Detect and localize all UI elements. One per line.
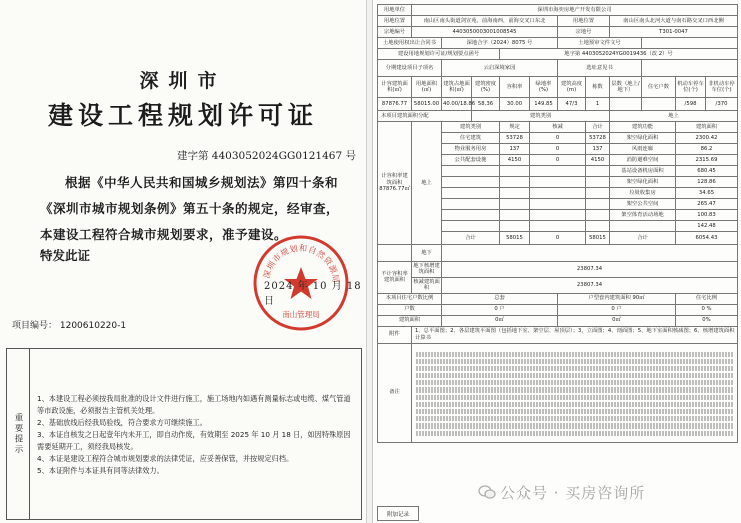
main-header: 用地面积(㎡) (412, 77, 442, 98)
issue-date: 2024 年 10 月 18 日 (264, 281, 362, 307)
area-category: 住宅建筑 (442, 133, 500, 144)
certificate-city: 深圳市 (139, 70, 227, 92)
reduced-area-value: 23807.34 (442, 277, 738, 293)
remarks-text-block (412, 343, 738, 442)
main-value: 47/3 (558, 98, 586, 111)
area-function: 架空公共空间 (610, 199, 676, 210)
above-ground-header: 地上 (610, 111, 738, 122)
area-value: 2315.69 (676, 155, 738, 166)
main-value (610, 98, 642, 111)
certificate-title: 建设工程规划许可证 (47, 101, 318, 130)
main-value: 1 (586, 98, 610, 111)
housing-r2-90: 0㎡ (558, 315, 676, 326)
underground-added-value: 23807.34 (442, 262, 738, 278)
area-value: 34.65 (676, 188, 738, 199)
area-b: 0 (530, 144, 586, 155)
area-c: 4150 (586, 155, 610, 166)
housing-r1-ratio: 0 % (676, 304, 738, 315)
value-parcel-code: 4403050003001008545 (412, 27, 558, 38)
remarks-label: 备注 (378, 343, 412, 442)
below-ground-label: 地下 (412, 245, 442, 262)
main-header: 栋数 (586, 77, 610, 98)
housing-h3: 住宅比例 (676, 293, 738, 304)
housing-r2-ratio: 0% (676, 315, 738, 326)
area-title: 本项目建筑面积分配 (378, 111, 472, 122)
main-value (642, 98, 676, 111)
area-category: 物业服务用房 (442, 144, 500, 155)
certificate-number: 建字第 4403052024GG0121467 号 (176, 150, 356, 162)
area-value: 100.83 (676, 210, 738, 221)
label-land-planning-permit: 建设用地规划许可证/规划要点函号 (378, 49, 500, 60)
area-b: 0 (530, 155, 586, 166)
area-c: 137 (586, 144, 610, 155)
certificate-page (0, 0, 367, 523)
value-land-location-2: 南山区南头北河大道与南石路交叉口西北侧 (610, 16, 738, 27)
label-land-location-2: 用地位置 (558, 16, 610, 27)
main-header: 非机动车停车位(个) (706, 77, 738, 98)
underground-added-label: 地下核增建筑面积 (413, 263, 440, 276)
main-header: 绿地率(%) (530, 77, 558, 98)
area-value: 128.86 (676, 177, 738, 188)
area-header: 建筑功能 (610, 122, 676, 133)
main-header: 建筑占地面积(㎡) (442, 77, 472, 98)
main-value: 149.85 (530, 98, 558, 111)
area-function: 垃圾收集房 (610, 188, 676, 199)
housing-title: 本项目住宅户数比例 (378, 293, 442, 304)
label-land-location: 用地位置 (378, 16, 412, 27)
label-land-contract: 土地使用权出让合同书 (378, 38, 442, 49)
label-parcel-code: 宗地编号 (378, 27, 412, 38)
main-value: 40.00/18.86 (442, 98, 472, 111)
watermark: 公众号 · 买房咨询所 (500, 484, 646, 502)
reduced-area-label: 核减建筑面积 (413, 278, 440, 292)
housing-r1-total: 0 户 (442, 304, 558, 315)
main-header: 容积率 (500, 77, 530, 98)
area-a: 53728 (500, 133, 530, 144)
total-c: 58015 (586, 232, 610, 245)
area-function: 风雨连廊 (610, 144, 676, 155)
area-c: 53728 (586, 133, 610, 144)
area-header-category-group: 建筑类别 (472, 111, 610, 122)
value-sub-project: 云启深境家园 (442, 60, 558, 77)
housing-h1: 总套 (442, 293, 558, 304)
area-header: 建筑类别 (442, 122, 500, 133)
area-function: 架空绿化面积 (610, 133, 676, 144)
notice-label: 重要提示 (7, 349, 30, 519)
label-land-pretrial: 土地预审文件文号 (558, 38, 642, 49)
area-category: 公共配套设施 (442, 155, 500, 166)
item-number: 项目编号： 1200610220-1 (12, 321, 127, 331)
label-sub-project: 分期建设项目子项名 (378, 60, 442, 77)
certificate-issue-text: 特发此证 (40, 248, 91, 263)
notice-list (37, 393, 355, 477)
above-ground-label: 地上 (412, 122, 442, 245)
area-function: 消防避难空间 (610, 155, 676, 166)
non-far-label: 不计容积率建筑面积 (378, 262, 412, 294)
area-function: 架空体育活动场地 (610, 210, 676, 221)
area-a: 4150 (500, 155, 530, 166)
main-header: 计容建筑面积(㎡) (378, 77, 412, 98)
main-header: 机动车停车位(个) (676, 77, 706, 98)
area-value: 680.45 (676, 166, 738, 177)
area-header: 规定 (500, 122, 530, 133)
main-header: 层数（地上/地下） (610, 77, 642, 98)
total-b: 0 (530, 232, 586, 245)
notice-box (6, 348, 362, 520)
value-land-user: 深圳市海奕房地产开发有限公司 (412, 5, 738, 16)
attachments-value: 1、总平面图；2、各层建筑平面图（包括地下室、架空层、屋顶层）；3、立面图；4、剖面图；5、地下室面积核减图；6、核增建筑面积计算书 (412, 326, 738, 343)
value-land-contract: 深地合字（2024）8075 号 (442, 38, 558, 49)
area-function: 架空绿化面积 (610, 177, 676, 188)
main-value: 58,36 (472, 98, 500, 111)
value-land-planning-permit: 地字第 4403052024YG0019436（改 2）号 (500, 49, 738, 60)
main-value: 30.00 (500, 98, 530, 111)
total-a: 58015 (500, 232, 530, 245)
notice-item: 5、本证附件与本证具有同等法律效力。 (37, 466, 164, 475)
additional-record-label: 附加记录 (377, 506, 419, 521)
area-header: 建筑面积 (676, 122, 738, 133)
total-func-label: 合计 (610, 232, 676, 245)
area-header: 合计 (586, 122, 610, 133)
housing-r2-total: 0㎡ (442, 315, 558, 326)
label-land-user: 用地单位 (378, 5, 412, 16)
housing-h2: 户型套内建筑面积 90㎡ (558, 293, 676, 304)
value-parcel-no: T301-0047 (610, 27, 738, 38)
main-value: 58015.00 (412, 98, 442, 111)
housing-r2-label: 建筑面积 (378, 315, 442, 326)
area-header: 核减 (530, 122, 586, 133)
label-site-opinion: 选址意见书 (558, 60, 642, 77)
housing-r1-label: 户数 (378, 304, 442, 315)
main-header: 住宅户数 (642, 77, 676, 98)
notice-item: 2、基础放线后经我局验线，符合要求方可继续施工。 (37, 418, 207, 427)
area-value: 142.48 (676, 221, 738, 232)
main-value: 87876.77 (378, 98, 412, 111)
notice-item: 4、本证是建设工程符合城市规划要求的法律凭证，应妥善保管，并按规定归档。 (37, 454, 294, 463)
notice-item: 3、本证自核发之日起壹年内未开工，即自动作废，有效期至 2025 年 10 月 18 日，如因特殊原因需要延期开工，须经我局核发。 (37, 430, 351, 451)
value-land-pretrial (642, 38, 738, 49)
side-label: 计容积率建筑面积 87876.77㎡ (378, 122, 412, 245)
value-site-opinion (642, 60, 738, 77)
area-b: 0 (530, 133, 586, 144)
area-value: 86.2 (676, 144, 738, 155)
notice-item: 1、本建设工程必须按我局批准的设计文件进行施工，施工场地内如遇有测量标志或电缆、煤气管道等市政设施，必须报告主管机关处理。 (37, 394, 351, 415)
area-a: 137 (500, 144, 530, 155)
label-parcel-no: 宗地号 (558, 27, 610, 38)
area-value: 2300.42 (676, 133, 738, 144)
value-land-location: 南山区南头街道剑宣苑、前海南西，前海交叉口东北 (412, 16, 558, 27)
seal-text-bottom: 南山管理局 (282, 310, 320, 319)
main-value: /598 (676, 98, 706, 111)
permit-data-table (377, 4, 738, 443)
attachment-sheet (372, 0, 741, 523)
main-value: /370 (706, 98, 738, 111)
attachments-label: 附件 (378, 326, 412, 343)
main-header: 建筑密度(%) (472, 77, 500, 98)
total-label: 合计 (442, 232, 500, 245)
seal-text-top: 深圳市规划和自然资源局 (261, 242, 342, 284)
certificate-body: 根据《中华人民共和国城乡规划法》第四十条和《深圳市城市规划条例》第五十条的规定，经审查，本建设工程符合城市规划要求，准予建设。 (40, 175, 340, 242)
area-value: 265.47 (676, 199, 738, 210)
area-function: 基站设备机房面积 (610, 166, 676, 177)
wechat-logo-icon (478, 484, 496, 500)
main-header: 建筑高度(m) (558, 77, 586, 98)
total-area: 6054.43 (676, 232, 738, 245)
housing-r1-90: 0 户 (558, 304, 676, 315)
